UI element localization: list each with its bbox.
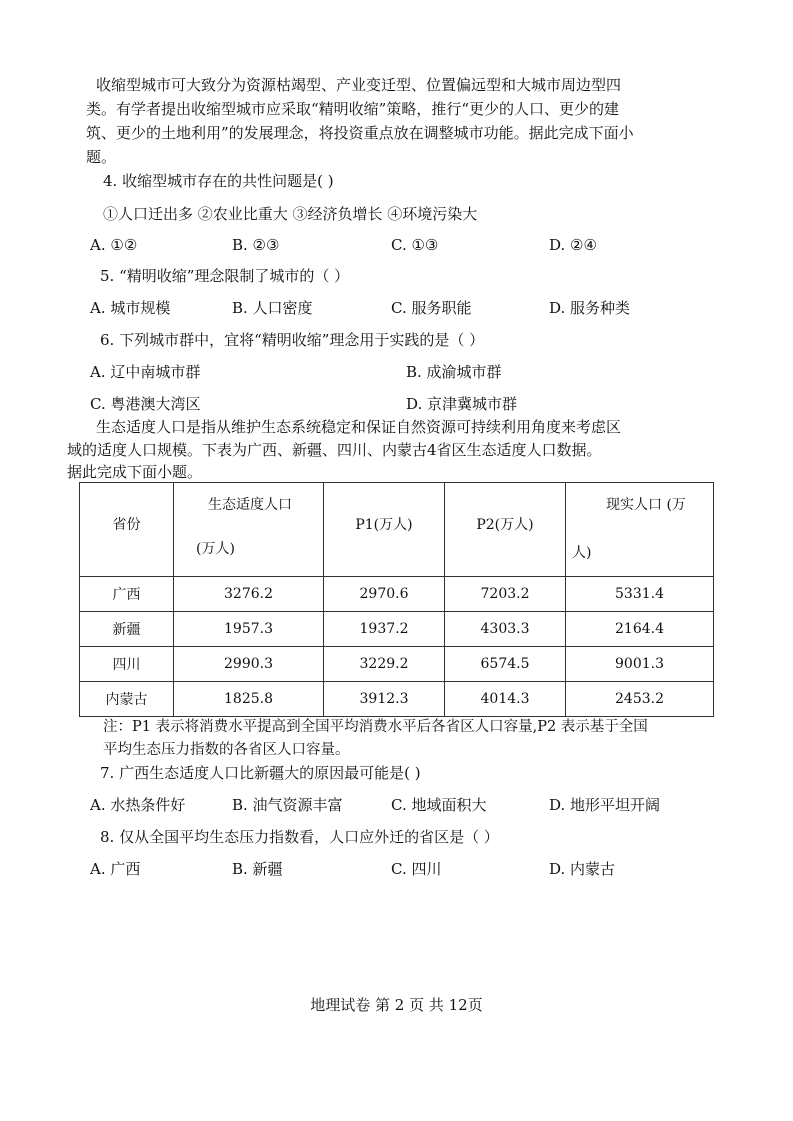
- intro2-line-2: 域的适度人口规模。下表为广西、新疆、四川、内蒙古4省区生态适度人口数据。: [67, 441, 602, 459]
- question-5-option-d: D. 服务种类: [549, 299, 631, 317]
- cell-real: 2453.2: [566, 682, 714, 717]
- question-4-items: ①人口迁出多 ②农业比重大 ③经济负增长 ④环境污染大: [103, 205, 478, 223]
- intro-line-1: 收缩型城市可大致分为资源枯竭型、产业变迁型、位置偏远型和大城市周边型四: [96, 76, 622, 94]
- cell-p2: 4014.3: [445, 682, 566, 717]
- question-8-option-b: B. 新疆: [232, 860, 283, 878]
- cell-eco: 2990.3: [174, 647, 324, 682]
- cell-p1: 2970.6: [324, 577, 445, 612]
- question-5-stem: 5. “精明收缩”理念限制了城市的（ ）: [100, 267, 350, 285]
- cell-p1: 1937.2: [324, 612, 445, 647]
- intro-line-3: 筑、更少的土地利用”的发展理念，将投资重点放在调整城市功能。据此完成下面小: [86, 124, 634, 142]
- cell-real: 2164.4: [566, 612, 714, 647]
- cell-eco: 1825.8: [174, 682, 324, 717]
- table-note-line-2: 平均生态压力指数的各省区人口容量。: [103, 742, 350, 758]
- question-5-option-b: B. 人口密度: [232, 299, 313, 317]
- cell-p2: 6574.5: [445, 647, 566, 682]
- question-6-stem: 6. 下列城市群中，宜将“精明收缩”理念用于实践的是（ ）: [100, 331, 485, 349]
- population-table: [79, 482, 714, 717]
- question-6-option-c: C. 粤港澳大湾区: [90, 395, 201, 413]
- cell-p1: 3229.2: [324, 647, 445, 682]
- header-eco-pop-line2: (万人): [196, 541, 235, 557]
- question-8-option-d: D. 内蒙古: [549, 860, 616, 878]
- question-4-option-d: D. ②④: [549, 236, 597, 254]
- question-4-option-c: C. ①③: [391, 236, 439, 254]
- question-4-option-a: A. ①②: [90, 236, 138, 254]
- question-6-option-d: D. 京津冀城市群: [406, 395, 518, 413]
- question-7-option-c: C. 地域面积大: [391, 796, 487, 814]
- table-row: [80, 647, 714, 682]
- question-7-option-b: B. 油气资源丰富: [232, 796, 343, 814]
- question-8-stem: 8. 仅从全国平均生态压力指数看，人口应外迁的省区是（ ）: [100, 828, 499, 846]
- cell-real: 5331.4: [566, 577, 714, 612]
- header-province: 省份: [80, 483, 174, 577]
- cell-p1: 3912.3: [324, 682, 445, 717]
- question-7-stem: 7. 广西生态适度人口比新疆大的原因最可能是( ): [100, 764, 421, 782]
- intro2-line-1: 生态适度人口是指从维护生态系统稳定和保证自然资源可持续利用角度来考虑区: [96, 418, 622, 436]
- question-6-option-b: B. 成渝城市群: [406, 363, 502, 381]
- cell-province: 广西: [80, 577, 174, 612]
- header-eco-pop-line1: 生态适度人口: [208, 497, 292, 513]
- cell-eco: 3276.2: [174, 577, 324, 612]
- question-5-option-a: A. 城市规模: [90, 299, 171, 317]
- intro-line-2: 类。有学者提出收缩型城市应采取“精明收缩”策略，推行“更少的人口、更少的建: [86, 100, 620, 118]
- cell-province: 新疆: [80, 612, 174, 647]
- cell-province: 四川: [80, 647, 174, 682]
- cell-p2: 7203.2: [445, 577, 566, 612]
- question-6-option-a: A. 辽中南城市群: [90, 363, 201, 381]
- table-header-row: [80, 483, 714, 577]
- header-real-pop-line2: 人): [572, 545, 592, 561]
- table-row: [80, 682, 714, 717]
- intro2-line-3: 据此完成下面小题。: [67, 463, 203, 481]
- question-4-stem: 4. 收缩型城市存在的共性问题是( ): [103, 172, 334, 190]
- header-p1: P1(万人): [324, 483, 445, 577]
- page-footer: 地理试卷 第 2 页 共 12页: [310, 996, 483, 1014]
- question-7-option-a: A. 水热条件好: [90, 796, 186, 814]
- question-5-option-c: C. 服务职能: [391, 299, 472, 317]
- header-real-pop-line1: 现实人口 (万: [606, 497, 686, 513]
- question-8-option-a: A. 广西: [90, 860, 141, 878]
- header-real-pop: [566, 483, 714, 577]
- table-note-line-1: 注：P1 表示将消费水平提高到全国平均消费水平后各省区人口容量,P2 表示基于全国: [103, 719, 648, 735]
- cell-eco: 1957.3: [174, 612, 324, 647]
- cell-province: 内蒙古: [80, 682, 174, 717]
- header-p2: P2(万人): [445, 483, 566, 577]
- question-4-option-b: B. ②③: [232, 236, 280, 254]
- table-row: [80, 612, 714, 647]
- cell-real: 9001.3: [566, 647, 714, 682]
- intro-line-4: 题。: [86, 148, 117, 166]
- question-7-option-d: D. 地形平坦开阔: [549, 796, 661, 814]
- question-8-option-c: C. 四川: [391, 860, 442, 878]
- header-eco-pop: [174, 483, 324, 577]
- table-row: [80, 577, 714, 612]
- cell-p2: 4303.3: [445, 612, 566, 647]
